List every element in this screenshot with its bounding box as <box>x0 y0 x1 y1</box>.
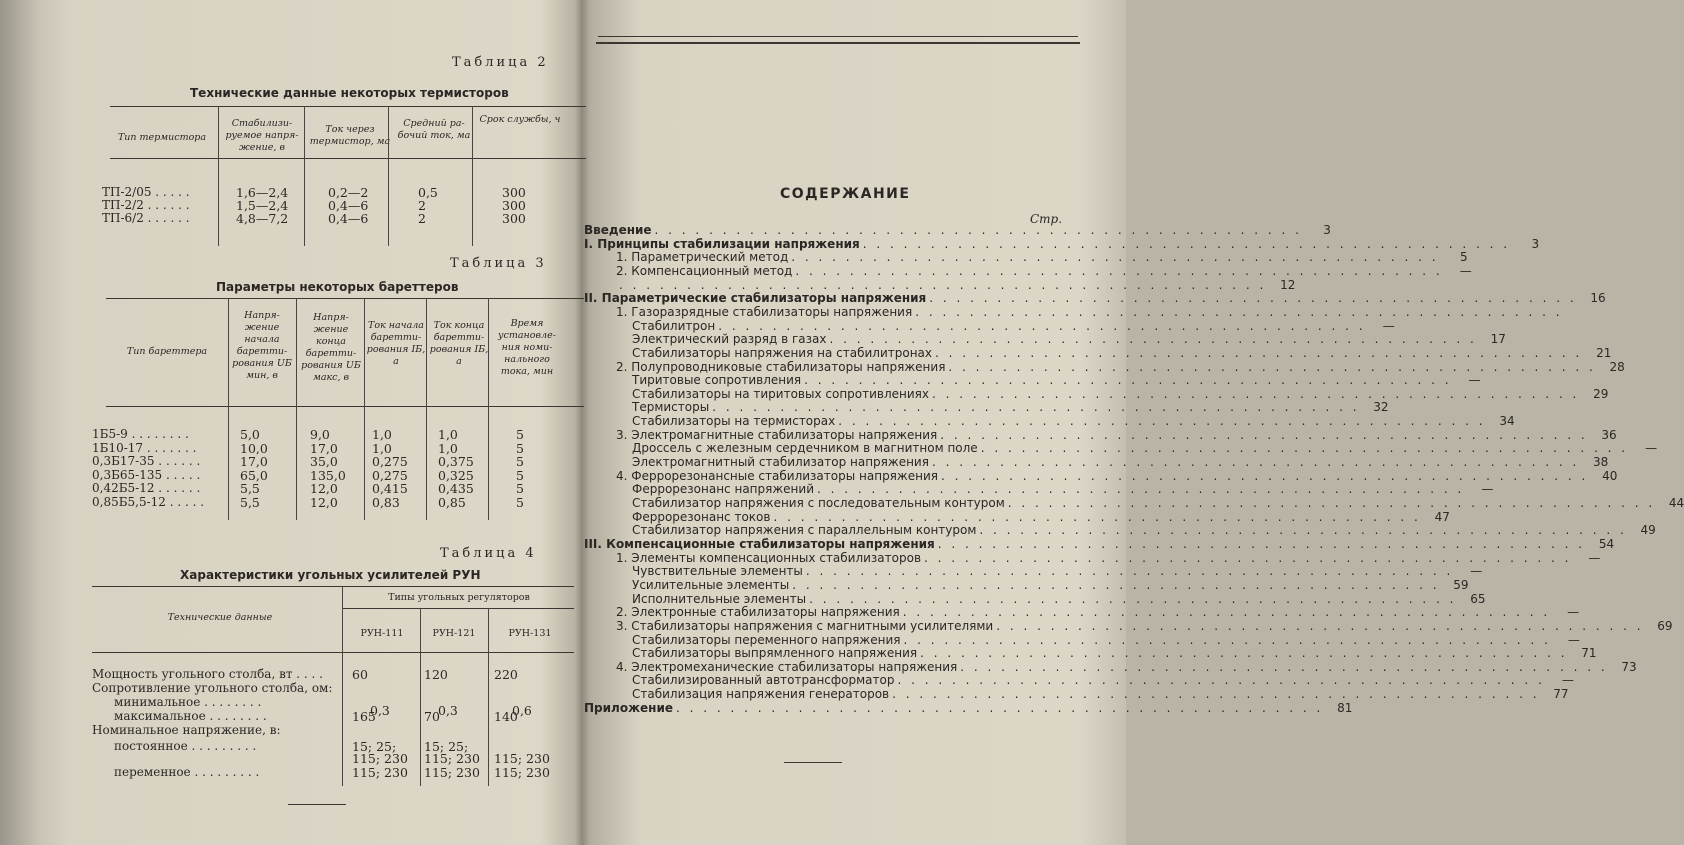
toc-leader-dots: . . . . . . . . . . . . . . . . . . . . . . . . . . . . . . . . . . . . . . . . . . . . . . . . <box>924 550 1572 565</box>
toc-entry-page: 3 <box>1323 223 1331 237</box>
table4-divider <box>488 608 489 786</box>
table2-divider <box>304 106 305 246</box>
toc-entry-label: 3. Электромагнитные стабилизаторы напряжения <box>616 427 938 442</box>
table2-cell-voltage: 1,5—2,4 <box>236 198 289 213</box>
table3-cell-i2: 1,0 <box>438 440 458 456</box>
header-rule-bottom <box>596 42 1080 44</box>
toc-leader-dots: . . . . . . . . . . . . . . . . . . . . . . . . . . . . . . . . . . . . . . . . . . . . . . . . <box>792 577 1440 592</box>
table2-number: Таблица 2 <box>452 55 549 70</box>
table4-cell-run121: 115; 230 <box>424 751 480 766</box>
toc-entry-page: — <box>1588 550 1601 565</box>
toc-entry-label: Приложение <box>584 700 673 715</box>
toc-entry-page: 38 <box>1593 455 1609 470</box>
toc-entry-label: 1. Элементы компенсационных стабилизаторов <box>616 550 922 565</box>
toc-entry-page: 29 <box>1593 386 1609 401</box>
toc-entry-page: — <box>1561 673 1574 688</box>
table4-col2: РУН-121 <box>432 628 476 639</box>
table3-cell-i2: 0,435 <box>438 481 474 496</box>
table2-title: Технические данные некоторых термисторов <box>190 86 509 100</box>
toc-entry-page: — <box>1645 441 1658 456</box>
toc-entry <box>584 577 1469 593</box>
table3-cell-i2: 0,325 <box>438 467 474 483</box>
toc-entry-page: — <box>1459 263 1472 278</box>
table2-header-rule <box>110 158 586 159</box>
toc-leader-dots: . . . . . . . . . . . . . . . . . . . . . . . . . . . . . . . . . . . . . . . . . . . . . . . . <box>979 523 1627 538</box>
toc-entry-label: Феррорезонанс токов <box>632 509 771 524</box>
table3-top-rule <box>106 298 584 299</box>
table4-row-label: постоянное . . . . . . . . . <box>114 739 257 753</box>
toc-leader-dots: . . . . . . . . . . . . . . . . . . . . . . . . . . . . . . . . . . . . . . . . . . . . . . . . <box>817 482 1465 497</box>
table3-header-umax: Напря-жение конца баретти-рования UБ макс, в <box>301 312 361 383</box>
table4-cell-run131: 140 <box>494 709 518 724</box>
toc-entry-label: Исполнительные элементы <box>632 591 807 606</box>
toc-leader-dots: . . . . . . . . . . . . . . . . . . . . . . . . . . . . . . . . . . . . . . . . . . . . . . . . <box>654 223 1302 237</box>
table3-header-umin: Напря-жение начала баретти-рования UБ мин, в <box>232 310 292 381</box>
table4-col1: РУН-111 <box>360 628 404 639</box>
table2-row-name: ТП-2/2 . . . . . . <box>102 198 190 212</box>
toc-entry <box>584 687 1569 702</box>
toc-entry-label: Стабилитрон <box>632 318 716 333</box>
toc-entry-label: 1. Параметрический метод <box>616 250 789 265</box>
table4-cell-run111: 115; 230 <box>352 765 408 780</box>
toc-entry-label: 1. Газоразрядные стабилизаторы напряжения <box>616 304 913 319</box>
table3-cell-i2: 0,85 <box>438 494 466 510</box>
toc-entry-label: 2. Электронные стабилизаторы напряжения <box>616 605 900 620</box>
page-end-rule <box>288 804 346 805</box>
table2-row-name: ТП-2/05 . . . . . <box>102 185 190 199</box>
table3-title: Параметры некоторых бареттеров <box>216 280 459 294</box>
toc-entry-page: 36 <box>1601 427 1617 442</box>
page-end-rule <box>784 762 842 763</box>
toc-entry-page: 32 <box>1373 400 1389 415</box>
toc-entry-label: 3. Стабилизаторы напряжения с магнитными усилителями <box>616 618 994 633</box>
table2-divider <box>388 106 389 246</box>
table4-cell-run131: 115; 230 <box>494 751 550 766</box>
toc-leader-dots: . . . . . . . . . . . . . . . . . . . . . . . . . . . . . . . . . . . . . . . . . . . . . . . . <box>619 277 1267 292</box>
toc-entry-page: 28 <box>1609 359 1625 374</box>
toc-entry-page: 47 <box>1434 509 1450 524</box>
table3-row-name: 0,85Б5,5-12 . . . . . <box>92 494 205 509</box>
toc-entry <box>584 263 1472 279</box>
toc-entry-page: — <box>1382 318 1395 333</box>
table3-cell-t: 5 <box>516 494 524 510</box>
toc-entry <box>584 536 1615 552</box>
toc-leader-dots: . . . . . . . . . . . . . . . . . . . . . . . . . . . . . . . . . . . . . . . . . . . . . . . . <box>929 291 1577 306</box>
toc-entry-page: 49 <box>1640 523 1656 538</box>
toc-entry-page: 16 <box>1590 291 1606 306</box>
table3-row-name: 1Б5-9 . . . . . . . . <box>92 427 189 441</box>
table4-divider <box>420 608 421 786</box>
table4-number: Таблица 4 <box>440 546 537 561</box>
toc-entry-page: — <box>1567 632 1580 647</box>
toc-entry <box>584 455 1609 470</box>
toc-entry-label: I. Принципы стабилизации напряжения <box>584 236 860 251</box>
table3-header-t: Время установле-ния номи-нального тока, мин <box>498 318 556 377</box>
table3-row-name: 0,3Б65-135 . . . . . <box>92 467 201 482</box>
table3-cell-i1: 1,0 <box>372 440 392 456</box>
toc-leader-dots: . . . . . . . . . . . . . . . . . . . . . . . . . . . . . . . . . . . . . . . . . . . . . . . . <box>931 455 1580 470</box>
table4-col3: РУН-131 <box>508 628 552 639</box>
toc-entry-label: Стабилизаторы выпрямленного напряжения <box>632 646 918 661</box>
toc-entry-page: — <box>1468 373 1481 388</box>
toc-entry-page: 5 <box>1459 250 1468 265</box>
table2-header-avg: Средний ра-бочий ток, ма <box>397 118 471 141</box>
table2-divider <box>218 106 219 246</box>
table4-header-group: Типы угольных регуляторов <box>388 592 530 603</box>
toc-leader-dots: . . . . . . . . . . . . . . . . . . . . . . . . . . . . . . . . . . . . . . . . . . . . . . . . <box>940 427 1588 442</box>
table3-cell-i1: 1,0 <box>372 427 392 442</box>
toc-entry-page: 54 <box>1598 536 1615 551</box>
table4-header-rule <box>92 652 574 653</box>
left-page <box>40 0 580 845</box>
table2-cell-current: 0,2—2 <box>328 185 369 200</box>
table4-cell-run121: 15; 25; <box>424 739 469 754</box>
table4-cell-run111: 0,3 <box>370 703 390 718</box>
table3-cell-i1: 0,83 <box>372 494 400 510</box>
table3-cell-t: 5 <box>516 467 524 483</box>
toc-entry-label: Чувствительные элементы <box>632 564 803 579</box>
toc-entry-label: Введение <box>584 223 652 237</box>
toc-leader-dots: . . . . . . . . . . . . . . . . . . . . . . . . . . . . . . . . . . . . . . . . . . . . . . . . <box>892 687 1540 702</box>
toc-leader-dots: . . . . . . . . . . . . . . . . . . . . . . . . . . . . . . . . . . . . . . . . . . . . . . . . <box>773 509 1421 524</box>
toc-leader-dots: . . . . . . . . . . . . . . . . . . . . . . . . . . . . . . . . . . . . . . . . . . . . . . . . <box>791 250 1439 265</box>
table2-top-rule <box>110 106 586 107</box>
table4-row-label: минимальное . . . . . . . . <box>114 695 262 709</box>
toc-entry-label: Стабилизация напряжения генераторов <box>632 687 890 702</box>
table2-cell-life: 300 <box>502 185 526 200</box>
toc-entry-page: 73 <box>1621 659 1637 674</box>
toc-entry-label: Тиритовые сопротивления <box>632 373 802 388</box>
toc-leader-dots: . . . . . . . . . . . . . . . . . . . . . . . . . . . . . . . . . . . . . . . . . . . . . . . . <box>1007 496 1656 510</box>
toc-entry-label: Стабилизатор напряжения с последовательным контуром <box>632 496 1005 510</box>
toc-entry-label: Электромагнитный стабилизатор напряжения <box>632 455 929 470</box>
table3-cell-umin: 5,5 <box>240 481 260 496</box>
toc-leader-dots: . . . . . . . . . . . . . . . . . . . . . . . . . . . . . . . . . . . . . . . . . . . . . . . . <box>805 564 1454 579</box>
toc-entry-label: 4. Феррорезонансные стабилизаторы напряжения <box>616 468 938 483</box>
toc-entry-label: 2. Компенсационный метод <box>616 263 793 278</box>
toc-entry-page <box>1566 306 1592 320</box>
toc-entry <box>584 304 1563 320</box>
table4-cell-run121: 120 <box>424 667 448 682</box>
table4-group-rule <box>342 608 574 609</box>
toc-leader-dots: . . . . . . . . . . . . . . . . . . . . . . . . . . . . . . . . . . . . . . . . . . . . . . . . <box>829 332 1477 347</box>
table2-row-name: ТП-6/2 . . . . . . <box>102 211 190 225</box>
toc-entry <box>584 700 1353 716</box>
toc-entry-page: — <box>1470 564 1483 579</box>
right-page <box>584 0 1684 845</box>
table3-number: Таблица 3 <box>450 256 547 271</box>
toc-entry-label: Стабилизаторы переменного напряжения <box>632 632 901 647</box>
toc-leader-dots: . . . . . . . . . . . . . . . . . . . . . . . . . . . . . . . . . . . . . . . . . . . . . . . . <box>915 304 1563 319</box>
table3-cell-i1: 0,275 <box>372 467 408 483</box>
table3-cell-t: 5 <box>516 427 524 442</box>
toc-leader-dots: . . . . . . . . . . . . . . . . . . . . . . . . . . . . . . . . . . . . . . . . . . . . . . . . <box>920 646 1568 661</box>
toc-leader-dots: . . . . . . . . . . . . . . . . . . . . . . . . . . . . . . . . . . . . . . . . . . . . . . . . <box>980 441 1629 456</box>
table4-cell-run121: 115; 230 <box>424 765 480 780</box>
table3-cell-umax: 12,0 <box>310 494 338 510</box>
table4-cell-run131: 220 <box>494 667 518 682</box>
toc-entry <box>584 345 1612 361</box>
table2-cell-avg: 0,5 <box>418 185 438 200</box>
toc-entry-label: Стабилизаторы напряжения на стабилитронах <box>632 345 932 360</box>
toc-entry-page: 12 <box>1280 277 1296 292</box>
table3-header-type: Тип бареттера <box>126 346 208 357</box>
table3-divider <box>426 298 427 520</box>
table4-row-label: переменное . . . . . . . . . <box>114 765 260 779</box>
table4-row-label: максимальное . . . . . . . . <box>114 709 267 723</box>
table3-cell-umin: 17,0 <box>240 454 268 469</box>
table3-header-i1: Ток начала баретти-рования IБ, а <box>366 320 426 367</box>
toc-leader-dots: . . . . . . . . . . . . . . . . . . . . . . . . . . . . . . . . . . . . . . . . . . . . . . . . <box>902 605 1551 620</box>
toc-leader-dots: . . . . . . . . . . . . . . . . . . . . . . . . . . . . . . . . . . . . . . . . . . . . . . . . <box>795 263 1443 278</box>
table2-header-current: Ток через термистор, ма <box>309 124 391 147</box>
toc-entry-label: Усилительные элементы <box>632 577 790 592</box>
toc-leader-dots: . . . . . . . . . . . . . . . . . . . . . . . . . . . . . . . . . . . . . . . . . . . . . . . . <box>937 536 1586 551</box>
toc-leader-dots: . . . . . . . . . . . . . . . . . . . . . . . . . . . . . . . . . . . . . . . . . . . . . . . . <box>935 345 1583 360</box>
table3-cell-umin: 5,5 <box>240 494 260 510</box>
toc-leader-dots: . . . . . . . . . . . . . . . . . . . . . . . . . . . . . . . . . . . . . . . . . . . . . . . . <box>676 700 1324 715</box>
toc-leader-dots: . . . . . . . . . . . . . . . . . . . . . . . . . . . . . . . . . . . . . . . . . . . . . . . . <box>948 359 1596 374</box>
table4-divider <box>342 586 343 786</box>
toc-entry-label: Дроссель с железным сердечником в магнитном поле <box>632 441 978 456</box>
table3-cell-umin: 5,0 <box>240 427 260 442</box>
toc-entry-label: 2. Полупроводниковые стабилизаторы напряжения <box>616 359 946 374</box>
toc-entry-label: 4. Электромеханические стабилизаторы напряжения <box>616 659 958 674</box>
toc-entry-label: Термисторы <box>632 400 710 415</box>
toc-entry-page: 17 <box>1490 332 1506 347</box>
table3-cell-umin: 10,0 <box>240 440 268 456</box>
toc-entry-label: Стабилизаторы на тиритовых сопротивлениях <box>632 386 929 401</box>
toc-leader-dots: . . . . . . . . . . . . . . . . . . . . . . . . . . . . . . . . . . . . . . . . . . . . . . . . <box>932 386 1580 401</box>
toc-leader-dots: . . . . . . . . . . . . . . . . . . . . . . . . . . . . . . . . . . . . . . . . . . . . . . . . <box>804 373 1452 388</box>
toc-leader-dots: . . . . . . . . . . . . . . . . . . . . . . . . . . . . . . . . . . . . . . . . . . . . . . . . <box>996 618 1644 633</box>
toc-entry-page: 44 <box>1668 496 1684 510</box>
table4-cell-run131: 115; 230 <box>494 765 550 780</box>
table3-cell-umin: 65,0 <box>240 467 268 483</box>
toc-leader-dots: . . . . . . . . . . . . . . . . . . . . . . . . . . . . . . . . . . . . . . . . . . . . . . . . <box>712 400 1360 415</box>
table4-header-data: Технические данные <box>167 612 273 623</box>
table3-cell-t: 5 <box>516 454 524 469</box>
toc-entry-page: 40 <box>1602 468 1618 483</box>
table3-row-name: 0,3Б17-35 . . . . . . <box>92 454 201 468</box>
table3-cell-i2: 1,0 <box>438 427 458 442</box>
table4-cell-run111: 15; 25; <box>352 739 397 754</box>
table2-cell-avg: 2 <box>418 198 426 213</box>
table3-header-i2: Ток конца баретти-рования IБ, а <box>429 320 489 367</box>
toc-leader-dots: . . . . . . . . . . . . . . . . . . . . . . . . . . . . . . . . . . . . . . . . . . . . . . . . <box>838 414 1486 429</box>
table3-cell-i2: 0,375 <box>438 454 474 469</box>
table2-header-life: Срок службы, ч <box>479 114 561 125</box>
toc-entry-label: Стабилизированный автотрансформатор <box>632 673 895 688</box>
toc-entry-page: — <box>1481 482 1494 497</box>
table3-divider <box>364 298 365 520</box>
table2-header-voltage: Стабилизи-руемое напря-жение, в <box>225 118 299 153</box>
toc-leader-dots: . . . . . . . . . . . . . . . . . . . . . . . . . . . . . . . . . . . . . . . . . . . . . . . . <box>862 236 1511 251</box>
toc-entry-page: 69 <box>1657 618 1673 633</box>
table3-divider <box>488 298 489 520</box>
toc-leader-dots: . . . . . . . . . . . . . . . . . . . . . . . . . . . . . . . . . . . . . . . . . . . . . . . . <box>809 591 1457 606</box>
toc-leader-dots: . . . . . . . . . . . . . . . . . . . . . . . . . . . . . . . . . . . . . . . . . . . . . . . . <box>940 468 1589 483</box>
toc-entry-page: 34 <box>1499 414 1515 429</box>
toc-entry-label: III. Компенсационные стабилизаторы напряжения <box>584 536 935 551</box>
toc-leader-dots: . . . . . . . . . . . . . . . . . . . . . . . . . . . . . . . . . . . . . . . . . . . . . . . . <box>960 659 1608 674</box>
table4-cell-run121: 0,3 <box>438 703 458 718</box>
table3-divider <box>296 298 297 520</box>
table3-cell-umax: 35,0 <box>310 454 338 469</box>
toc-entry-page: 81 <box>1337 700 1353 715</box>
table3-cell-umax: 135,0 <box>310 467 346 483</box>
table4-cell-run111: 60 <box>352 667 368 682</box>
toc-leader-dots: . . . . . . . . . . . . . . . . . . . . . . . . . . . . . . . . . . . . . . . . . . . . . . . . <box>903 632 1551 647</box>
toc-entry-page: 21 <box>1596 345 1612 360</box>
table4-title: Характеристики угольных усилителей РУН <box>180 568 481 582</box>
table3-row-name: 0,42Б5-12 . . . . . . <box>92 481 201 495</box>
table3-cell-umax: 17,0 <box>310 440 338 456</box>
table3-cell-t: 5 <box>516 481 524 496</box>
toc-entry <box>584 496 1684 511</box>
toc-entry-page: 65 <box>1470 591 1486 606</box>
toc-entry-label: II. Параметрические стабилизаторы напряжения <box>584 291 927 306</box>
table2-header-type: Тип термистора <box>117 132 207 143</box>
table2-cell-voltage: 1,6—2,4 <box>236 185 289 200</box>
table4-row-label: Номинальное напряжение, в: <box>92 723 281 737</box>
toc-entry-label: Стабилизаторы на термисторах <box>632 414 836 429</box>
table4-cell-run121: 70 <box>424 709 440 724</box>
toc-entry-label: Стабилизатор напряжения с параллельным контуром <box>632 523 977 538</box>
toc-entry-page: — <box>1567 605 1580 620</box>
toc-entry-page: 3 <box>1531 236 1540 251</box>
table2-cell-avg: 2 <box>418 211 426 226</box>
toc-entry <box>584 223 1331 238</box>
table4-cell-run111: 115; 230 <box>352 751 408 766</box>
table4-row-label: Сопротивление угольного столба, ом: <box>92 681 333 695</box>
toc-entry-page: 71 <box>1581 646 1597 661</box>
toc-entry <box>584 414 1515 429</box>
toc-entry-label: Электрический разряд в газах <box>632 332 827 347</box>
table2-cell-voltage: 4,8—7,2 <box>236 211 289 226</box>
toc-leader-dots: . . . . . . . . . . . . . . . . . . . . . . . . . . . . . . . . . . . . . . . . . . . . . . . . <box>718 318 1366 333</box>
table2-cell-life: 300 <box>502 211 526 226</box>
page-column-header: Стр. <box>1030 212 1063 226</box>
toc-entry <box>584 618 1673 634</box>
toc-entry-label: Феррорезонанс напряжений <box>632 482 814 497</box>
table3-cell-i1: 0,415 <box>372 481 408 496</box>
table3-divider <box>228 298 229 520</box>
table4-cell-run131: 0,6 <box>512 703 532 718</box>
table3-cell-umax: 9,0 <box>310 427 330 442</box>
table3-header-rule <box>106 406 584 407</box>
table3-cell-umax: 12,0 <box>310 481 338 496</box>
toc-leader-dots: . . . . . . . . . . . . . . . . . . . . . . . . . . . . . . . . . . . . . . . . . . . . . . . . <box>897 673 1545 688</box>
table3-cell-t: 5 <box>516 440 524 456</box>
toc-entry-page: 59 <box>1453 577 1469 592</box>
table4-top-rule <box>92 586 574 587</box>
contents-title: СОДЕРЖАНИЕ <box>780 186 911 202</box>
table2-cell-current: 0,4—6 <box>328 198 369 213</box>
table2-cell-life: 300 <box>502 198 526 213</box>
table4-cell-run111: 165 <box>352 709 376 724</box>
table4-row-label: Мощность угольного столба, вт . . . . <box>92 667 323 681</box>
header-rule-top <box>598 36 1078 37</box>
toc-entry-page: 77 <box>1553 687 1569 702</box>
table2-cell-current: 0,4—6 <box>328 211 369 226</box>
table2-divider <box>472 106 473 246</box>
table3-cell-i1: 0,275 <box>372 454 408 469</box>
table3-row-name: 1Б10-17 . . . . . . . <box>92 440 197 455</box>
